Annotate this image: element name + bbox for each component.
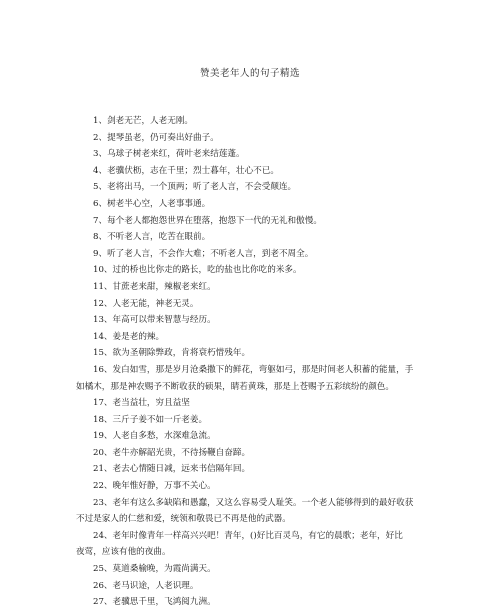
list-item: 5、老将出马，一个顶两；听了老人言，不会受颠连。 xyxy=(93,182,297,193)
list-item: 17、老当益壮，穷且益坚 xyxy=(93,398,190,409)
list-item-wrapped: 16、发白如雪，那是岁月沧桑撒下的鲜花，弯躯如弓，那是时间老人积蓄的能量，手 如橘木，那是神农赐予不断收获的硕果，睛若黄珠，那是上苍赐予五彩缤纷的颜色。 xyxy=(76,364,414,392)
list-item: 6、树老半心空，人老事事通。 xyxy=(93,198,211,209)
list-item: 26、老马识途，人老识理。 xyxy=(93,580,199,591)
list-item: 10、过的桥也比你走的路长，吃的盐也比你吃的米多。 xyxy=(93,265,302,276)
list-item: 7、每个老人都抱怨世界在堕落，抱怨下一代的无礼和傲慢。 xyxy=(93,215,322,226)
list-item: 25、莫道桑榆晚，为霞尚满天。 xyxy=(93,564,216,575)
list-item: 12、人老无能，神老无灵。 xyxy=(93,298,199,309)
list-item: 13、年高可以带来智慧与经历。 xyxy=(93,315,216,326)
list-item: 22、晚年惟好静，万事不关心。 xyxy=(93,481,216,492)
list-item: 21、老去心情随日减，远来书信隔年回。 xyxy=(93,464,251,475)
list-item: 27、老骥思千里，飞鸿阅九洲。 xyxy=(93,597,216,608)
list-item: 8、不听老人言，吃苦在眼前。 xyxy=(93,232,211,243)
sentence-list xyxy=(76,113,414,611)
list-item: 4、老骥伏枥，志在千里；烈士暮年，壮心不已。 xyxy=(93,165,279,176)
list-item: 15、欲为圣朝除弊政，肯将衰朽惜残年。 xyxy=(93,348,251,359)
list-item: 3、乌球子树老来红，荷叶老来结莲蓬。 xyxy=(93,149,245,160)
document-title: 赞美老年人的句子精选 xyxy=(199,68,300,79)
list-item: 1、剑老无芒，人老无刚。 xyxy=(93,116,194,126)
list-item: 18、三斤子姜不如一斤老姜。 xyxy=(93,414,208,425)
list-item: 19、人老自多愁，水深难急流。 xyxy=(93,431,216,442)
list-item-wrapped: 24、老年时像青年一样高兴兴吧！青年，()好比百灵鸟，有它的晨歌；老年，好比 夜莺，应该有他的夜曲。 xyxy=(76,530,403,558)
list-item-wrapped: 23、老年有这么多缺陷和愚蠢，又这么容易受人耻笑。一个老人能够得到的最好收获 不过是家人的仁慈和爱，统领和敬畏已不再是他的武器。 xyxy=(76,497,414,525)
list-item: 14、姜是老的辣。 xyxy=(93,331,165,342)
list-item: 2、提琴虽老，仍可奏出好曲子。 xyxy=(93,132,219,143)
list-item: 20、老牛亦解韶光贵，不待扬鞭自奋蹄。 xyxy=(93,447,251,458)
list-item: 9、听了老人言，不会作大难；不听老人言，到老不周全。 xyxy=(93,248,314,259)
list-item: 11、甘蔗老来甜，辣椒老来红。 xyxy=(93,281,216,292)
